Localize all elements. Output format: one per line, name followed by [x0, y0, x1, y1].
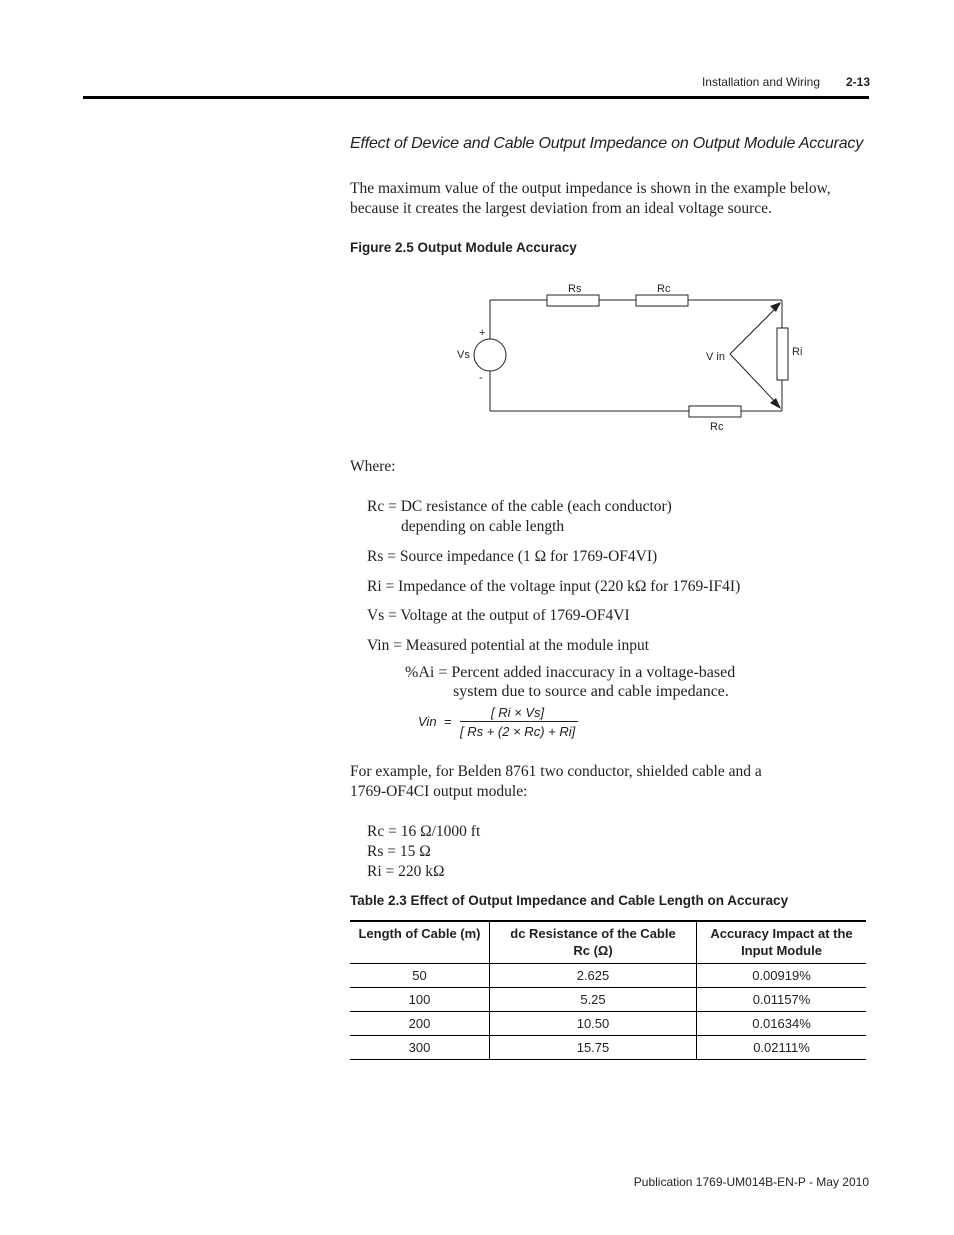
cell-resistance: 10.50: [490, 1012, 697, 1036]
def-vin: Vin = Measured potential at the module input: [367, 637, 650, 654]
minus-label: -: [479, 372, 483, 384]
header-length: [350, 921, 490, 964]
where-label: Where:: [350, 458, 396, 475]
header-length-label: Length of Cable (m): [358, 926, 481, 941]
intro-line-2: because it creates the largest deviation from an ideal voltage source.: [350, 200, 772, 217]
example-ri: Ri = 220 kΩ: [367, 863, 445, 880]
vin-arrow-up: [730, 304, 780, 354]
header-rule: [83, 96, 869, 99]
rs-resistor: [547, 295, 599, 306]
rc-top-label: Rc: [657, 283, 671, 295]
def-rs: Rs = Source impedance (1 Ω for 1769-OF4VI): [367, 548, 658, 565]
formula-equals: =: [444, 714, 452, 729]
cell-resistance: 2.625: [490, 964, 697, 988]
cell-length: 300: [350, 1036, 490, 1060]
formula-lhs: Vin: [418, 714, 437, 729]
accuracy-table: [350, 920, 866, 1060]
header-impact: [697, 921, 867, 964]
header-resistance: [490, 921, 697, 964]
def-rc-line-2: depending on cable length: [401, 518, 565, 535]
intro-line-1: The maximum value of the output impedance is shown in the example below,: [350, 180, 831, 197]
def-ri: Ri = Impedance of the voltage input (220 kΩ for 1769-IF4I): [367, 578, 741, 595]
running-header-section: Installation and Wiring: [701, 75, 820, 89]
formula-fraction-bar: [460, 721, 578, 722]
header-impact-line-1: Accuracy Impact at the: [710, 926, 853, 941]
cell-impact: 0.01634%: [697, 1012, 867, 1036]
rc-top-resistor: [636, 295, 688, 306]
example-line-2: 1769-OF4CI output module:: [350, 783, 528, 800]
section-title: Effect of Device and Cable Output Impedance on Output Module Accuracy: [350, 135, 864, 152]
voltage-source-icon: [474, 339, 506, 371]
table-row: [350, 988, 866, 1012]
def-ai-line-1: %Ai = Percent added inaccuracy in a voltage-based: [405, 664, 736, 681]
cell-resistance: 5.25: [490, 988, 697, 1012]
circuit-diagram: [440, 275, 820, 440]
def-rc-line-1: Rc = DC resistance of the cable (each conductor): [367, 498, 672, 515]
cell-length: 50: [350, 964, 490, 988]
table-row: [350, 1036, 866, 1060]
cell-impact: 0.01157%: [697, 988, 867, 1012]
table-header-row: [350, 921, 866, 964]
header-impact-line-2: Input Module: [741, 943, 822, 958]
vin-label: V in: [706, 351, 725, 363]
vs-label: Vs: [457, 349, 470, 361]
cell-impact: 0.02111%: [697, 1036, 867, 1060]
ri-label: Ri: [792, 346, 803, 358]
vin-arrowhead-down-icon: [770, 398, 781, 409]
formula-denominator: [ Rs + (2 × Rc) + Ri]: [460, 724, 576, 739]
publication-footer: Publication 1769-UM014B-EN-P - May 2010: [633, 1175, 869, 1189]
example-line-1: For example, for Belden 8761 two conductor, shielded cable and a: [350, 763, 762, 780]
header-resistance-line-2: Rc (Ω): [573, 943, 613, 958]
vin-formula: [418, 704, 598, 744]
plus-label: +: [479, 327, 486, 339]
page-number: 2-13: [846, 75, 871, 89]
cell-length: 200: [350, 1012, 490, 1036]
header-resistance-line-1: dc Resistance of the Cable: [510, 926, 676, 941]
rc-bottom-resistor: [689, 406, 741, 417]
rs-label: Rs: [568, 283, 582, 295]
formula-numerator: [ Ri × Vs]: [491, 705, 545, 720]
cell-impact: 0.00919%: [697, 964, 867, 988]
example-rc: Rc = 16 Ω/1000 ft: [367, 823, 481, 840]
figure-caption: Figure 2.5 Output Module Accuracy: [350, 240, 577, 255]
rc-bottom-label: Rc: [710, 421, 724, 433]
table-row: [350, 964, 866, 988]
table-caption: Table 2.3 Effect of Output Impedance and Cable Length on Accuracy: [350, 893, 789, 908]
def-ai-line-2: system due to source and cable impedance.: [453, 683, 729, 700]
def-vs: Vs = Voltage at the output of 1769-OF4VI: [367, 607, 630, 624]
cell-length: 100: [350, 988, 490, 1012]
cell-resistance: 15.75: [490, 1036, 697, 1060]
example-rs: Rs = 15 Ω: [367, 843, 431, 860]
vin-arrowhead-up-icon: [770, 302, 781, 312]
vin-arrow-down: [730, 354, 780, 407]
ri-resistor: [777, 328, 788, 380]
table-row: [350, 1012, 866, 1036]
